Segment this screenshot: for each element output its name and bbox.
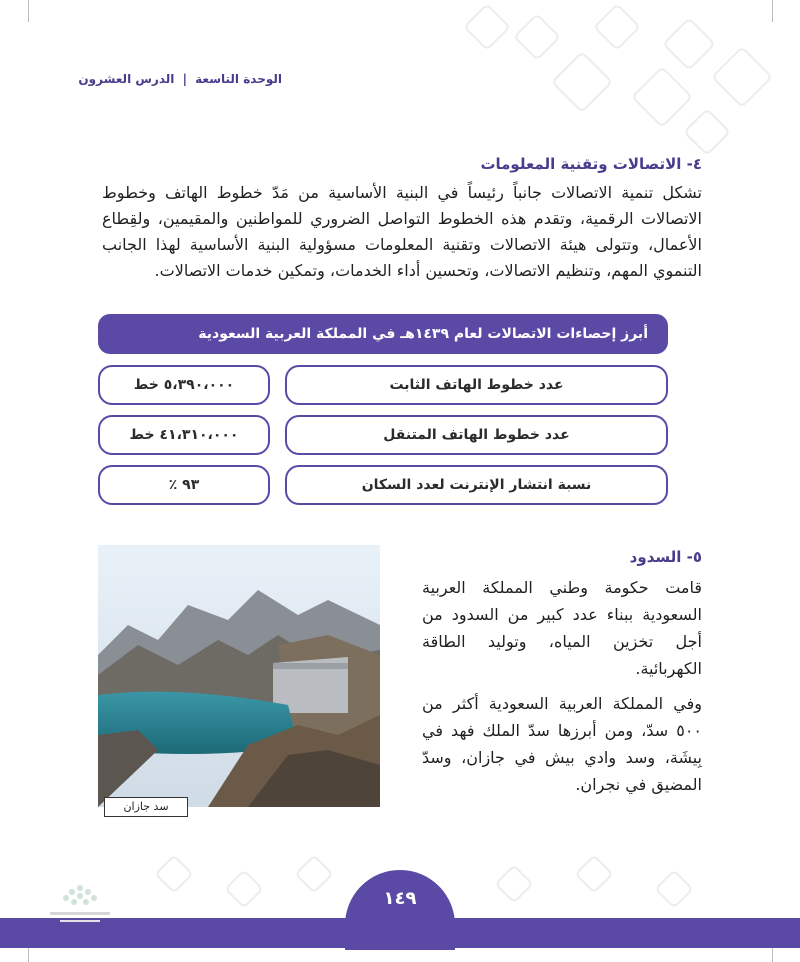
stat-label-mobile-lines: عدد خطوط الهاتف المتنقل xyxy=(285,415,668,455)
page-number-tab xyxy=(345,870,455,950)
stat-label-fixed-lines: عدد خطوط الهاتف الثابت xyxy=(285,365,668,405)
running-header xyxy=(78,72,282,86)
dam-photo xyxy=(98,545,380,807)
decorative-diamond xyxy=(683,108,731,156)
decorative-diamond xyxy=(631,66,693,128)
stats-banner: أبرز إحصاءات الاتصالات لعام ١٤٣٩هـ في المملكة العربية السعودية xyxy=(98,314,668,354)
ministry-logo-graphic xyxy=(40,880,120,930)
decorative-diamond xyxy=(154,854,194,894)
stat-value-mobile-lines: ٤١،٣١٠،٠٠٠ خط xyxy=(98,415,270,455)
ministry-logo xyxy=(40,880,120,930)
page-number: ١٤٩ xyxy=(383,888,417,909)
photo-caption: سد جازان xyxy=(104,797,188,817)
dam-landscape-image xyxy=(98,545,380,807)
section-5-title: ٥- السدود xyxy=(629,548,702,566)
section-4-paragraph: تشكل تنمية الاتصالات جانباً رئيساً في البنية الأساسية من مَدّ خطوط الهاتف وخطوط الاتصالات الرقمية، وتقدم هذه الخطوط التواصل الضروري للمواطنين والمقيمين، ولقِطاع الأعمال، وتتولى هيئة الاتصالات وتقنية المعلومات مسؤولية البنية الأساسية لهذا الجانب التنموي المهم، وتنظيم الاتصالات، وتحسين أداء الخدمات، وتمكين خدمات الاتصالات. xyxy=(102,183,702,280)
stat-value-fixed-lines: ٥،٣٩٠،٠٠٠ خط xyxy=(98,365,270,405)
decorative-diamond xyxy=(711,46,773,108)
section-5-paragraph-2: وفي المملكة العربية السعودية أكثر من ٥٠٠ سدّ، ومن أبرزها سدّ الملك فهد في بِيشَة، وسد وادي بيش في جازان، وسدّ المضيق في نجران. xyxy=(422,694,702,794)
decorative-diamond xyxy=(494,864,534,904)
section-5-paragraph-1: قامت حكومة وطني المملكة العربية السعودية ببناء عدد كبير من السدود من أجل تخزين المياه، وتوليد الطاقة الكهربائية. xyxy=(422,578,702,678)
decorative-diamond xyxy=(593,3,641,51)
decorative-diamond xyxy=(463,3,511,51)
stat-value-internet: ٩٣ ٪ xyxy=(98,465,270,505)
stat-label-internet: نسبة انتشار الإنترنت لعدد السكان xyxy=(285,465,668,505)
unit-label: الوحدة التاسعة xyxy=(195,72,282,86)
decorative-diamond xyxy=(574,854,614,894)
decorative-diamond xyxy=(662,17,716,71)
crop-mark xyxy=(772,0,773,22)
lesson-label: الدرس العشرون xyxy=(78,72,175,86)
decorative-diamond xyxy=(551,51,613,113)
decorative-diamond xyxy=(224,869,264,909)
crop-mark xyxy=(28,0,29,22)
decorative-diamond xyxy=(294,854,334,894)
header-separator: | xyxy=(182,72,187,86)
decorative-diamond xyxy=(513,13,561,61)
section-4-title: ٤- الاتصالات وتقنية المعلومات xyxy=(480,155,702,173)
decorative-diamond xyxy=(654,869,694,909)
